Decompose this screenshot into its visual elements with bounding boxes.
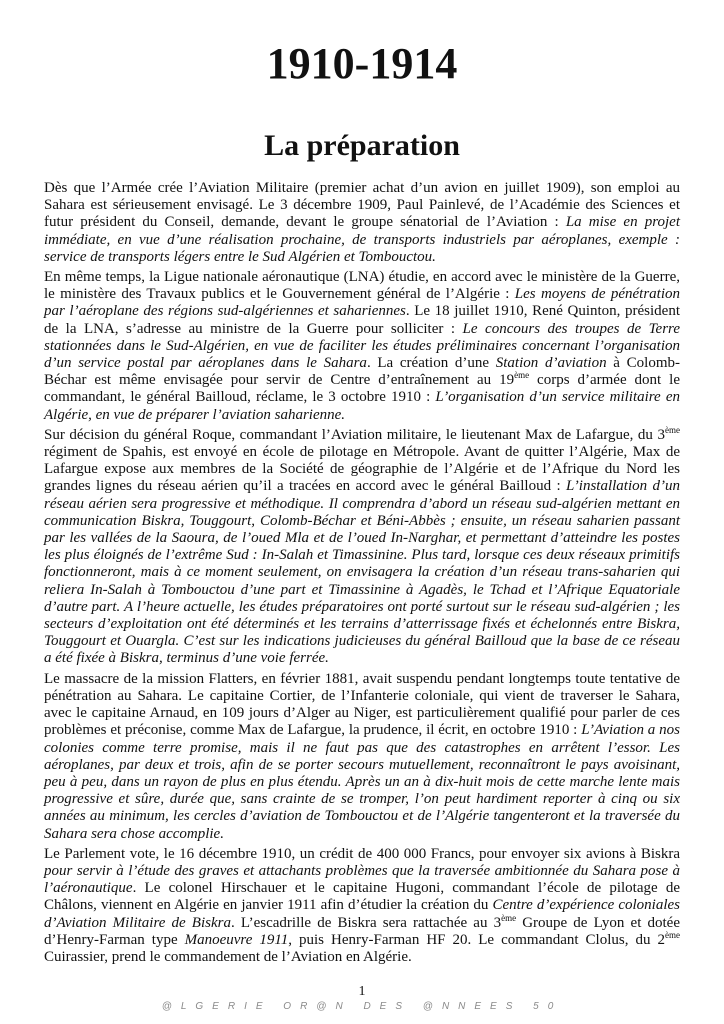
paragraph [44,269,680,424]
quoted-italic-text: L’installation d’un réseau aérien sera progressive et méthodique. Il comprendra d’abord un réseau sud-algérien mettant en communication Biskra, Touggourt, Colomb-Béchar et Béni-Abbès ; ensuite, un réseau saharien passant par les vallées de la Saoura, de l’oued Mla et de l’oued In-Narghar, et permettant d’atteindre les postes les plus éloignés de l’extrême Sud : In-Salah et Timassinine. Plus tard, lorsque ces deux réseaux primitifs fonctionneront, mais à ce moment seulement, on envisagera la création d’un réseau trans-saharien qui reliera In-Salah à Tombouctou d’une part et Timassinine à Agadès, le Tchad et l’Afrique Equatoriale d’autre part. A l’heure actuelle, les études préparatoires ont porté surtout sur le réseau sud-algérien ; les secteurs d’exploitation ont été déterminés et les terrains d’atterrissage fixés et échelonnés entre Biskra, Touggourt et Ouargla. C’est sur les indications judicieuses du général Bailloud que la base de ce réseau a été fixée à Biskra, terminus d’une voie ferrée. [44,478,680,667]
quoted-italic-text: pour servir à l’étude des graves et attachants problèmes que la traversée ambitionnée du Sahara pose à l’aéronautique [44,862,680,897]
text-run: . Le colonel Hirschauer et le capitaine Hugoni, commandant l’école de pilotage de Châlons, viennent en Algérie en janvier 1911 afin d’étudier la création du [44,880,680,914]
text-run: Groupe de Lyon et dotée d’Henry-Farman type [44,914,680,948]
paragraph [44,671,680,843]
text-run: . L’escadrille de Biskra sera rattachée au 3 [230,914,502,931]
superscript-text: ème [501,912,517,923]
text-run: à Colomb-Béchar est même envisagée pour servir de Centre d’entraînement au 19 [44,355,680,389]
quoted-italic-text: Le concours des troupes de Terre stationnées dans le Sud-Algérien, en vue de faciliter les études préliminaires concernant l’organisation d’un service postal par aéroplanes dans le Sahara [44,320,680,372]
superscript-text: ème [664,929,680,940]
section-title: La préparation [264,129,460,162]
publication-footer: @LGERIE OR@N DES @NNEES 50 [161,1001,563,1012]
quoted-italic-text: Les moyens de pénétration par l’aéroplane des régions sud-algériennes et sahariennes [44,286,680,320]
article-body [44,180,680,969]
text-run: , puis Henry-Farman HF 20. Le commandant Clolus, du 2 [288,931,665,948]
text-run: Sur décision du général Roque, commandant l’Aviation militaire, le lieutenant Max de Lafargue, du 3 [44,426,665,443]
text-run: . Le 18 juillet 1910, René Quinton, président de la LNA, s’adresse au ministre de la Guerre pour solliciter : [44,303,680,337]
quoted-italic-text: Manoeuvre 1911 [184,931,289,948]
quoted-italic-text: Centre d’expérience coloniales d’Aviation Militaire de Biskra [44,897,680,931]
quoted-italic-text: L’Aviation a nos colonies comme terre promise, mais il ne faut pas que des catastrophes en arrêtent l’essor. Les aéroplanes, par deux et trois, afin de se porter secours mutuellement, reconnaîtront le pays avoisinant, peu à peu, dans un rayon de plus en plus étendu. Après un an à dix-huit mois de cette marche lente mais progressive et sûre, durée que, sans crainte de se tromper, l’on peut hardiment reporter à cinq ou six années au minimum, les cercles d’aviation de Tombouctou et de l’Algérie tangenteront et la traversée du Sahara sera chose accomplie. [44,722,680,842]
paragraph [44,180,680,266]
paragraph [44,424,680,668]
text-run: . La création d’une [366,355,496,372]
quoted-italic-text: Station d’aviation [495,355,607,372]
paragraph [44,846,680,966]
text-run: Le massacre de la mission Flatters, en février 1881, avait suspendu pendant longtemps toute tentative de pénétration au Sahara. Le capitaine Cortier, de l’Infanterie coloniale, qui vient de traverser le Sahara, avec le capitaine Arnaud, en 109 jours d’Alger au Niger, est particulièrement qualifié pour parler de ces problèmes et préconise, comme Max de Lafargue, la prudence, il écrit, en octobre 1910 : [44,670,680,739]
superscript-text: ème [514,370,530,381]
quoted-italic-text: La mise en projet immédiate, en vue d’une réalisation prochaine, de transports industriels par aéroplanes, exemple : service de transports légers entre le Sud Algérien et Tombouctou. [44,214,680,265]
text-run: corps d’armée dont le commandant, le général Bailloud, réclame, le 3 octobre 1910 : [44,372,680,406]
text-run: régiment de Spahis, est envoyé en école de pilotage en Métropole. Avant de quitter l’Algérie, Max de Lafargue expose aux membres de la Société de géographie de l’Algérie et de l’Afrique du Nord les grandes lignes du réseau aérien qu’il a tracées en accord avec le général Bailloud : [44,444,680,495]
superscript-text: ème [665,424,680,435]
page-number: 1 [358,984,366,999]
text-run: Dès que l’Armée crée l’Aviation Militaire (premier achat d’un avion en juillet 1909), son emploi au Sahara est sérieusement envisagé. Le 3 décembre 1909, Paul Painlevé, de l’Académie des Sciences et futur président du Conseil, demande, devant le groupe sénatorial de l’Aviation : [44,180,680,231]
text-run: Le Parlement vote, le 16 décembre 1910, un crédit de 400 000 Francs, pour envoyer six avions à Biskra [44,845,680,862]
quoted-italic-text: L’organisation d’un service militaire en Algérie, en vue de préparer l’aviation saharienne. [44,389,680,423]
text-run: Cuirassier, prend le commandement de l’Aviation en Algérie. [44,948,412,965]
chapter-year-title: 1910-1914 [266,39,458,88]
text-run: En même temps, la Ligue nationale aéronautique (LNA) étudie, en accord avec le ministère de la Guerre, le ministère des Travaux publics et le Gouvernement général de l’Algérie : [44,269,680,303]
